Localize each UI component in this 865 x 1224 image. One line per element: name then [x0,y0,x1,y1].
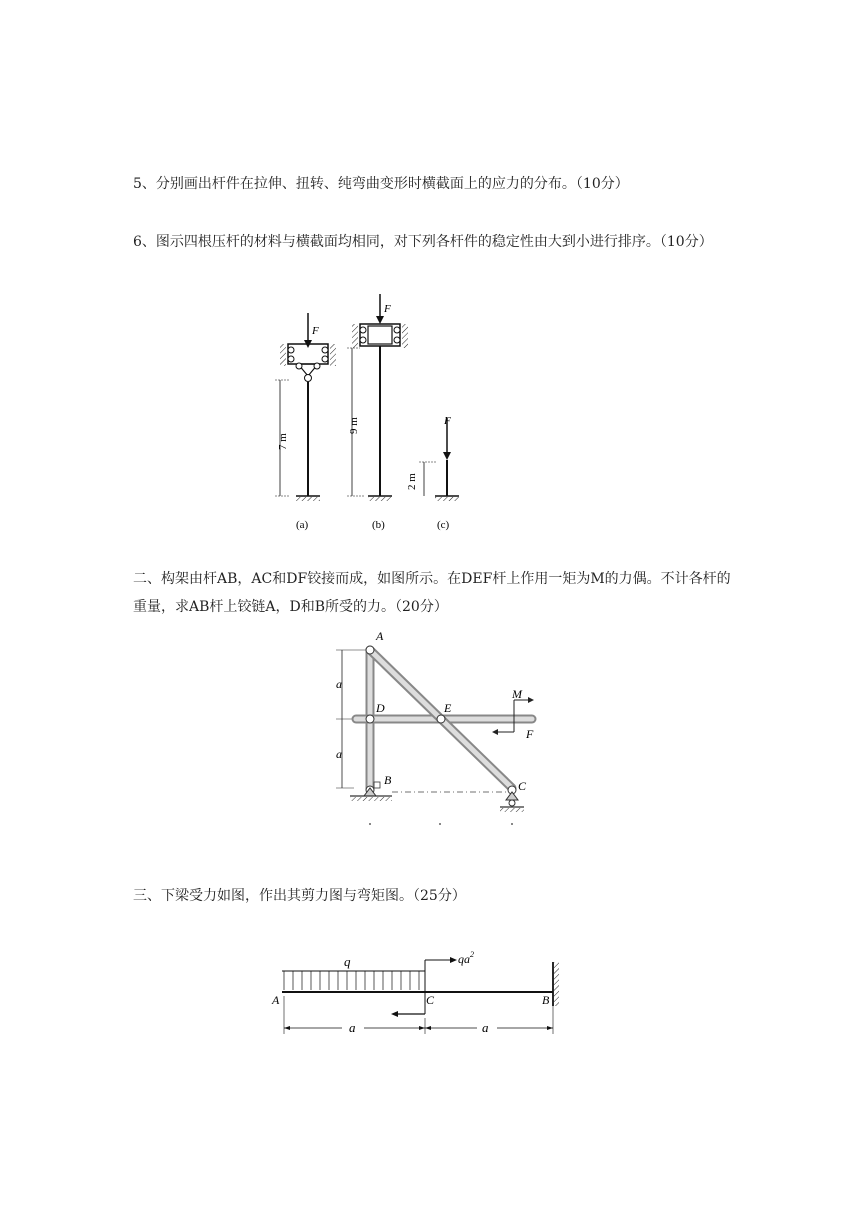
caption-a: (a) [296,519,309,531]
label-E: E [444,701,452,715]
dim-a-upper: a [336,677,342,691]
label-D: D [376,701,385,715]
columns-figure [260,288,480,538]
label-C: C [518,779,527,793]
length-label-a: 7 m [277,433,289,450]
column-c [406,415,459,531]
label-F: F [526,727,534,741]
force-label-a: F [312,325,319,337]
label-M: M [512,687,522,701]
force-label-b: F [384,303,391,315]
label-A: A [376,629,384,643]
column-a [275,313,336,531]
label-B: B [542,993,550,1007]
moment-label: $qa^2$ [458,950,474,966]
dim-a-right: a [482,1020,489,1035]
dim-a-lower: a [336,747,342,761]
beam-figure [272,944,572,1044]
label-A: A [272,993,280,1007]
length-label-b: 9 m [348,417,360,434]
label-B: B [384,773,392,787]
question-5: 5、分别画出杆件在拉伸、扭转、纯弯曲变形时横截面上的应力的分布。（10分） [133,176,629,192]
caption-b: (b) [372,519,385,531]
length-label-c: 2 m [406,473,418,490]
label-C: C [426,993,435,1007]
question-frame: 二、构架由杆AB，AC和DF铰接而成，如图所示。在DEF杆上作用一矩为M的力偶。不计各杆的重量，求AB杆上铰链A，D和B所受的力。（20分） [133,571,731,615]
frame-figure [330,630,550,830]
caption-c: (c) [437,519,450,531]
question-beam: 三、下梁受力如图，作出其剪力图与弯矩图。（25分） [133,888,466,904]
question-6: 6、图示四根压杆的材料与横截面均相同，对下列各杆件的稳定性由大到小进行排序。（10分） [133,234,713,250]
dim-a-left: a [349,1020,356,1035]
column-b [347,294,408,531]
load-q-label: q [344,954,351,969]
force-label-c: F [444,415,451,427]
distributed-load [284,971,419,990]
